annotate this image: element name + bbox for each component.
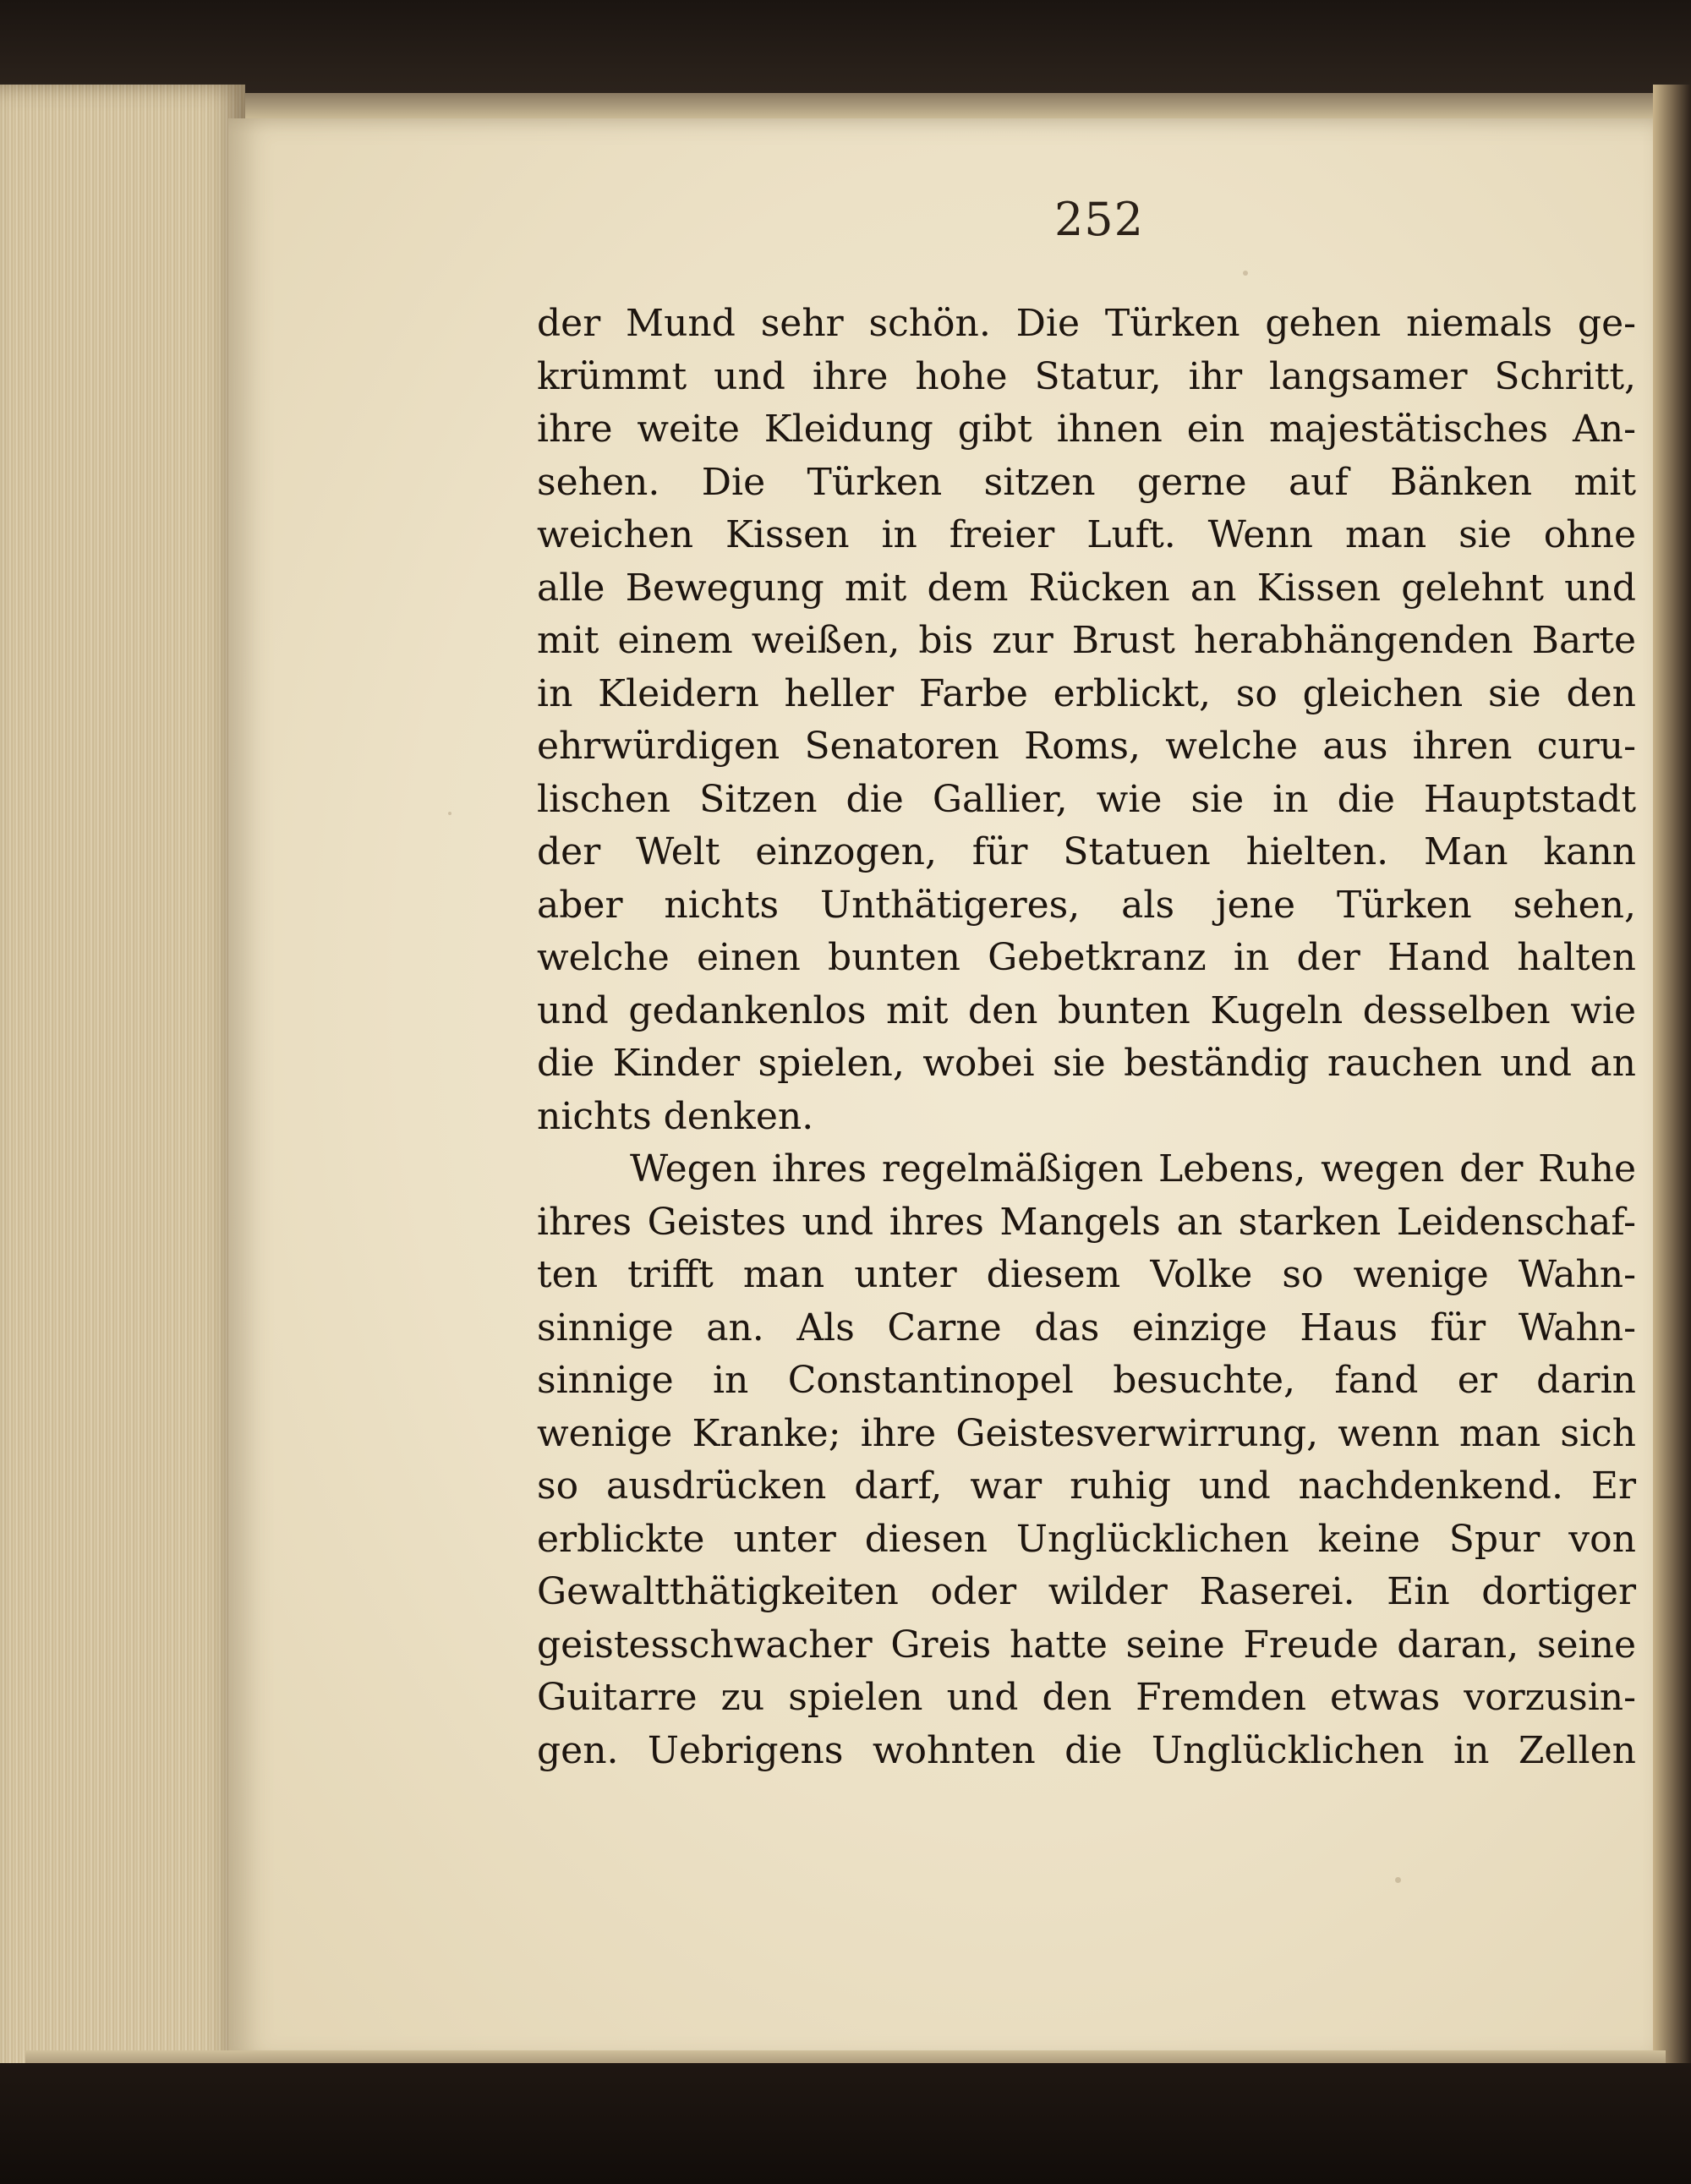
paragraph (537, 1143, 1636, 1777)
text-line: so ausdrücken darf, war ruhig und nachdenkend. Er (537, 1464, 1636, 1508)
text-line: sinnige an. Als Carne das einzige Haus für Wahn- (537, 1305, 1636, 1349)
text-line: die Kinder spielen, wobei sie beständig rauchen und an (537, 1042, 1636, 1085)
paper-fleck (1243, 271, 1248, 276)
text-line: sehen. Die Türken sitzen gerne auf Bänken mit (537, 460, 1636, 504)
text-line: ihre weite Kleidung gibt ihnen ein majestätisches An- (537, 408, 1636, 451)
text-line: ehrwürdigen Senatoren Roms, welche aus ihren curu- (537, 725, 1636, 768)
text-line: Guitarre zu spielen und den Fremden etwas vorzusin- (537, 1676, 1636, 1719)
text-line: aber nichts Unthätigeres, als jene Türken sehen, (537, 883, 1636, 927)
text-line: und gedankenlos mit den bunten Kugeln desselben wie (537, 988, 1636, 1032)
page-block-left-edges (0, 85, 245, 2097)
text-line: welche einen bunten Gebetkranz in der Hand halten (537, 936, 1636, 979)
text-line: gen. Uebrigens wohnten die Unglücklichen in Zellen (537, 1728, 1636, 1772)
body-text (537, 298, 1636, 1777)
text-line: geistesschwacher Greis hatte seine Freude daran, seine (537, 1623, 1636, 1667)
background-bottom (0, 2063, 1691, 2184)
text-line: in Kleidern heller Farbe erblickt, so gleichen sie den (537, 671, 1636, 715)
text-line: Gewaltthätigkeiten oder wilder Raserei. Ein dortiger (537, 1570, 1636, 1613)
paragraph (537, 298, 1636, 1143)
text-line: wenige Kranke; ihre Geistesverwirrung, wenn man sich (537, 1411, 1636, 1455)
text-line: der Mund sehr schön. Die Türken gehen niemals ge- (537, 302, 1636, 345)
text-line: sinnige in Constantinopel besuchte, fand er darin (537, 1359, 1636, 1402)
text-line: ihres Geistes und ihres Mangels an starken Leidenschaf- (537, 1200, 1636, 1244)
paper-fleck (1395, 1877, 1401, 1883)
text-line: Wegen ihres regelmäßigen Lebens, wegen der Ruhe (630, 1147, 1636, 1191)
text-line: alle Bewegung mit dem Rücken an Kissen gelehnt und (537, 566, 1636, 610)
text-line: erblickte unter diesen Unglücklichen keine Spur von (537, 1517, 1636, 1561)
paper-fleck (448, 812, 451, 815)
text-line: der Welt einzogen, für Statuen hielten. Man kann (537, 830, 1636, 873)
background-top (0, 0, 1691, 93)
text-line: krümmt und ihre hohe Statur, ihr langsamer Schritt, (537, 354, 1636, 398)
text-line: ten trifft man unter diesem Volke so wenige Wahn- (537, 1253, 1636, 1296)
page-number: 252 (1053, 193, 1145, 246)
text-line: nichts denken. (537, 1094, 814, 1138)
text-line: mit einem weißen, bis zur Brust herabhängenden Barte (537, 619, 1636, 662)
text-line: weichen Kissen in freier Luft. Wenn man sie ohne (537, 513, 1636, 556)
page-curl-shadow (1653, 85, 1691, 2063)
text-line: lischen Sitzen die Gallier, wie sie in die Hauptstadt (537, 777, 1636, 821)
